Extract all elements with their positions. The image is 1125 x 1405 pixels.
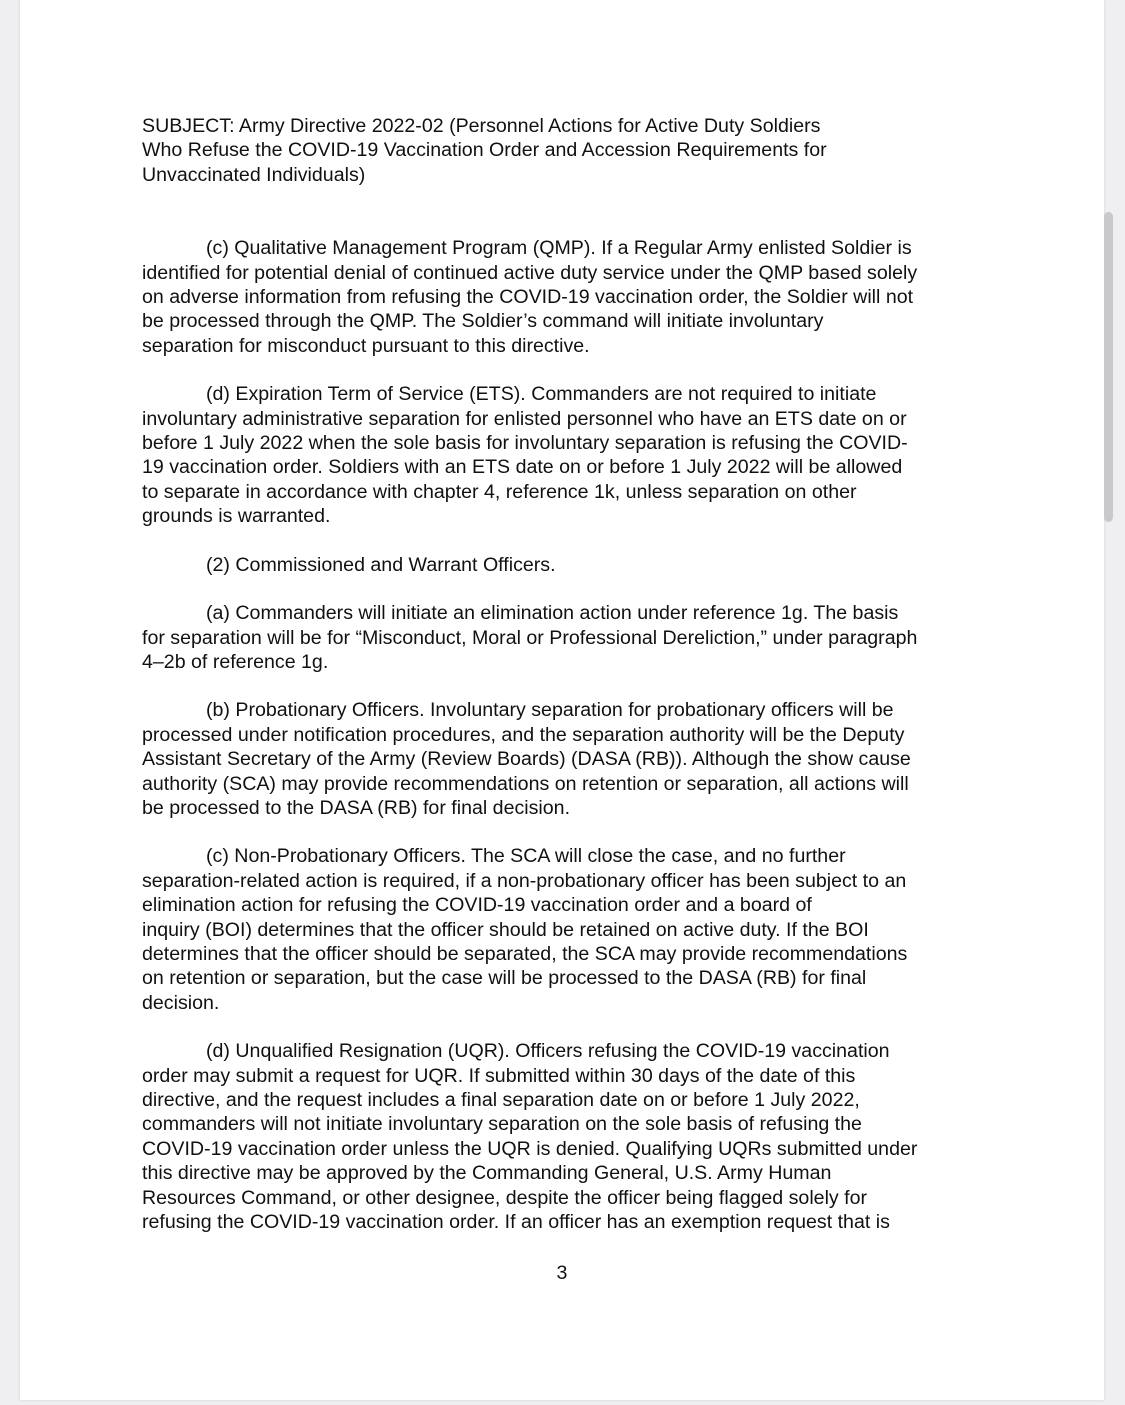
paragraph-line: (d) Unqualified Resignation (UQR). Officers refusing the COVID-19 vaccination [206, 1040, 890, 1063]
paragraph-line: (c) Non-Probationary Officers. The SCA will close the case, and no further [206, 845, 846, 868]
paragraph-line: before 1 July 2022 when the sole basis for involuntary separation is refusing the COVID- [142, 432, 908, 455]
paragraph-line: Resources Command, or other designee, despite the officer being flagged solely for [142, 1186, 868, 1209]
paragraph-line: processed under notification procedures, and the separation authority will be the Deputy [142, 723, 905, 746]
paragraph-line: order may submit a request for UQR. If submitted within 30 days of the date of this [142, 1064, 856, 1087]
paragraph-line: for separation will be for “Misconduct, Moral or Professional Dereliction,” under paragraph [142, 626, 918, 649]
paragraph-non-probationary [142, 844, 992, 1015]
paragraph-line: 19 vaccination order. Soldiers with an ETS date on or before 1 July 2022 will be allowed [142, 456, 903, 479]
paragraph-line: commanders will not initiate involuntary separation on the sole basis of refusing the [142, 1113, 862, 1136]
paragraph-qmp [142, 236, 992, 358]
paragraph-ets [142, 382, 992, 528]
paragraph-line: this directive may be approved by the Commanding General, U.S. Army Human [142, 1162, 832, 1185]
paragraph-line: involuntary administrative separation for enlisted personnel who have an ETS date on or [142, 407, 907, 430]
paragraph-line: determines that the officer should be separated, the SCA may provide recommendations [142, 942, 908, 965]
paragraph-line: separation-related action is required, if a non-probationary officer has been subject to an [142, 869, 907, 892]
paragraph-line: inquiry (BOI) determines that the officer should be retained on active duty. If the BOI [142, 918, 869, 941]
subject-line-3: Unvaccinated Individuals) [142, 163, 366, 186]
paragraph-line: be processed to the DASA (RB) for final decision. [142, 796, 571, 819]
paragraph-line: separation for misconduct pursuant to this directive. [142, 334, 590, 357]
subject-line-2: Who Refuse the COVID-19 Vaccination Order and Accession Requirements for [142, 139, 827, 162]
paragraph-line: (c) Qualitative Management Program (QMP). If a Regular Army enlisted Soldier is [206, 237, 912, 260]
paragraph-line: on retention or separation, but the case will be processed to the DASA (RB) for final [142, 967, 867, 990]
subject-line-1: SUBJECT: Army Directive 2022-02 (Personnel Actions for Active Duty Soldiers [142, 115, 821, 137]
paragraph-line: directive, and the request includes a final separation date on or before 1 July 2022, [142, 1089, 860, 1111]
paragraph-line: to separate in accordance with chapter 4, reference 1k, unless separation on other [142, 480, 857, 503]
paragraph-line: (b) Probationary Officers. Involuntary separation for probationary officers will be [206, 699, 894, 722]
paragraph-probationary [142, 698, 992, 820]
paragraph-line: identified for potential denial of continued active duty service under the QMP based solely [142, 261, 918, 284]
paragraph-line: refusing the COVID-19 vaccination order. If an officer has an exemption request that is [142, 1211, 890, 1234]
paragraph-line: (d) Expiration Term of Service (ETS). Commanders are not required to initiate [206, 383, 877, 406]
paragraph-uqr [142, 1039, 992, 1234]
page-number: 3 [556, 1262, 568, 1284]
subject-line [142, 114, 992, 187]
paragraph-line: authority (SCA) may provide recommendations on retention or separation, all actions will [142, 772, 909, 795]
paragraph-line: decision. [142, 991, 220, 1014]
section-heading-officers [142, 553, 992, 577]
paragraph-line: elimination action for refusing the COVID-19 vaccination order and a board of [142, 894, 812, 917]
paragraph-line: Assistant Secretary of the Army (Review Boards) (DASA (RB)). Although the show cause [142, 748, 911, 771]
document-page [20, 0, 1104, 1400]
paragraph-line: grounds is warranted. [142, 505, 331, 528]
page-content [142, 114, 992, 1234]
paragraph-line: COVID-19 vaccination order unless the UQR is denied. Qualifying UQRs submitted under [142, 1137, 918, 1160]
vertical-scrollbar[interactable] [1104, 212, 1113, 522]
paragraph-elimination [142, 601, 992, 674]
paragraph-line: 4–2b of reference 1g. [142, 650, 329, 673]
paragraph-line: (a) Commanders will initiate an elimination action under reference 1g. The basis [206, 602, 899, 625]
paragraph-line: on adverse information from refusing the COVID-19 vaccination order, the Soldier will not [142, 286, 914, 309]
scrollbar-thumb[interactable] [1104, 212, 1113, 522]
paragraph-line: (2) Commissioned and Warrant Officers. [206, 553, 556, 576]
paragraph-line: be processed through the QMP. The Soldier’s command will initiate involuntary [142, 310, 824, 333]
